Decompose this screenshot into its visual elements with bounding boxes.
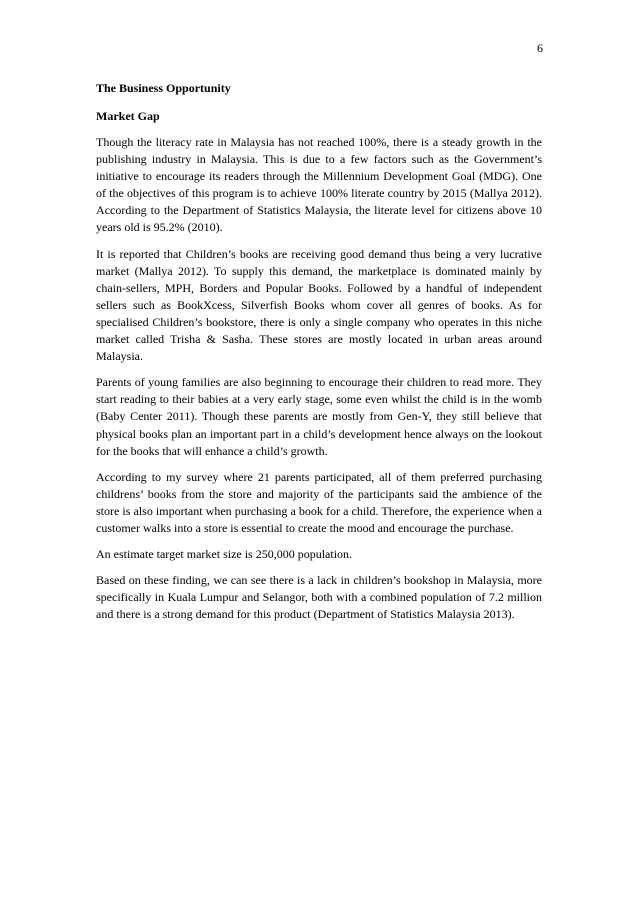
- page-number: 6: [537, 41, 543, 55]
- paragraph-childrens-book-market: It is reported that Children’s books are receiving good demand thus being a very lucrative market (Mallya 2012). To supply this demand, the marketplace is dominated mainly by chain-sellers, MPH, Borders and Popular Books. Followed by a handful of independent sellers such as BookXcess, Silverfish Books whom cover all genres of books. As for specialised Children’s bookstore, there is only a single company who operates in this niche market called Trisha & Sasha. These stores are mostly located in urban areas around Malaysia.: [96, 246, 542, 364]
- paragraph-market-conclusion: Based on these finding, we can see there is a lack in children’s bookshop in Malaysia, more specifically in Kuala Lumpur and Selangor, both with a combined population of 7.2 million and there is a strong demand for this product (Department of Statistics Malaysia 2013).: [96, 573, 542, 622]
- paragraph-survey-results: According to my survey where 21 parents participated, all of them preferred purchasing childrens’ books from the store and majority of the participants said the ambience of the store is also important when purchasing a book for a child. Therefore, the experience when a customer walks into a store is essential to create the mood and encourage the purchase.: [96, 469, 542, 535]
- section-title: The Business Opportunity: [96, 81, 231, 95]
- document-body: [96, 79, 542, 632]
- paragraph-literacy-growth: Though the literacy rate in Malaysia has not reached 100%, there is a steady growth in the publishing industry in Malaysia. This is due to a few factors such as the Government’s initiative to encourage its readers through the Millennium Development Goal (MDG). One of the objectives of this program is to achieve 100% literate country by 2015 (Mallya 2012). According to the Department of Statistics Malaysia, the literate level for citizens above 10 years old is 95.2% (2010).: [96, 135, 542, 235]
- paragraph-parent-reading-habits: Parents of young families are also beginning to encourage their children to read more. They start reading to their babies at a very early stage, some even whilst the child is in the womb (Baby Center 2011). Though these parents are mostly from Gen-Y, they still believe that physical books plan an important part in a child’s development hence always on the lookout for the books that will enhance a child’s growth.: [96, 375, 542, 458]
- subsection-title: Market Gap: [96, 109, 160, 123]
- paragraph-target-market-size: An estimate target market size is 250,000 population.: [96, 547, 353, 562]
